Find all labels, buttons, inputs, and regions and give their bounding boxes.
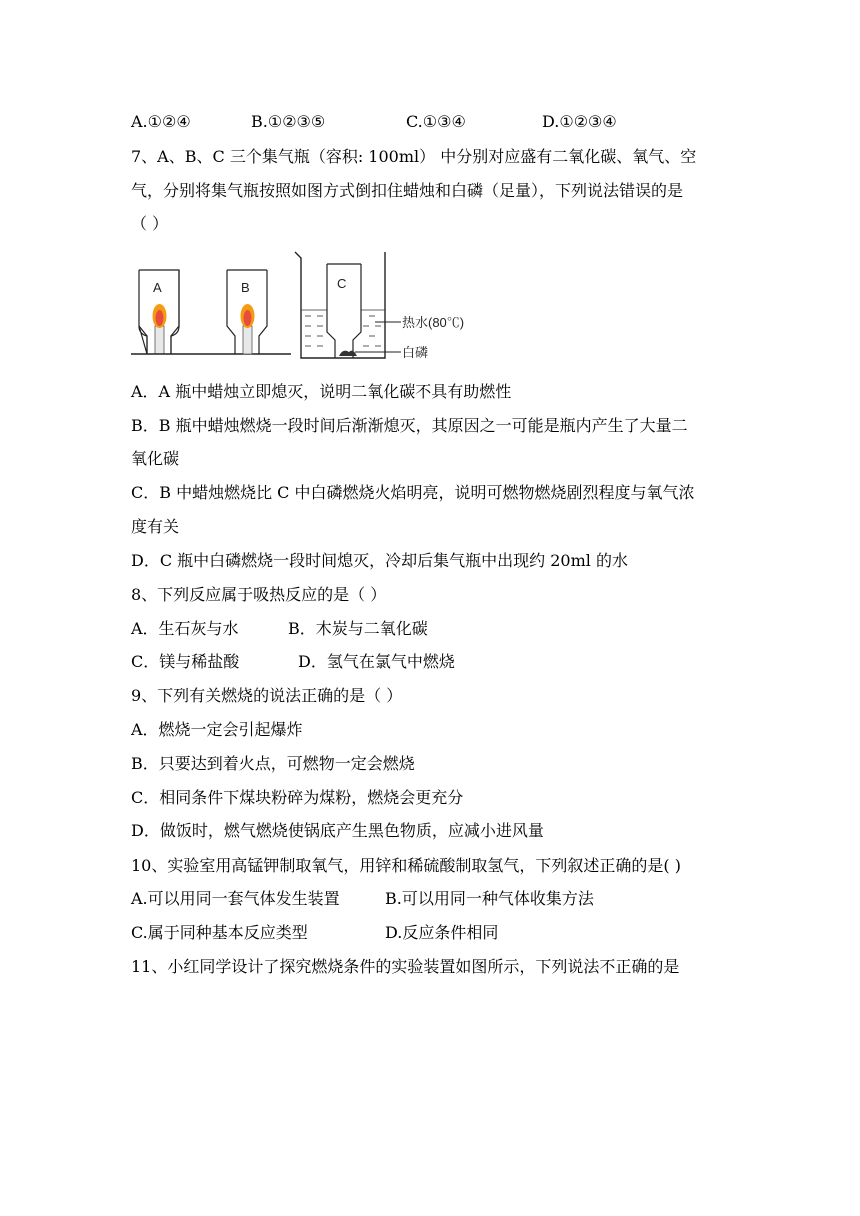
q9-stem: 9、下列有关燃烧的说法正确的是（ ） [131, 686, 403, 705]
label-hot-water: 热水(80℃) [402, 315, 465, 330]
beaker-c [295, 252, 464, 360]
label-b: B [241, 280, 250, 295]
q9-option-a: A．燃烧一定会引起爆炸 [131, 720, 303, 739]
q10-option-a: A.可以用同一套气体发生装置 [131, 889, 340, 908]
q6-option-a: A.①②④ [131, 112, 191, 131]
label-a: A [153, 280, 162, 295]
q10-stem: 10、实验室用高锰钾制取氧气，用锌和稀硫酸制取氢气，下列叙述正确的是( ) [131, 856, 681, 875]
bottle-a [139, 270, 179, 354]
q8-option-b: B．木炭与二氧化碳 [288, 619, 428, 638]
q7-option-c-line2: 度有关 [131, 517, 180, 536]
q10-option-d: D.反应条件相同 [385, 923, 499, 942]
q7-option-d: D．C 瓶中白磷燃烧一段时间熄灭，冷却后集气瓶中出现约 20ml 的水 [131, 551, 628, 570]
q8-option-a: A．生石灰与水 [131, 619, 239, 638]
q9-option-d: D．做饭时，燃气燃烧使锅底产生黑色物质，应减小进风量 [131, 821, 544, 840]
q8-option-d: D．氢气在氯气中燃烧 [298, 652, 455, 671]
q7-stem-line1: 7、A、B、C 三个集气瓶（容积: 100ml） 中分别对应盛有二氧化碳、氧气、空 [131, 147, 697, 166]
white-phosphorus-icon [339, 351, 357, 356]
q11-stem: 11、小红同学设计了探究燃烧条件的实验装置如图所示，下列说法不正确的是 [131, 957, 680, 976]
q7-experiment-figure [131, 248, 491, 366]
q10-option-b: B.可以用同一种气体收集方法 [385, 889, 594, 908]
label-white-phosphorus: 白磷 [402, 345, 429, 360]
bottle-b [227, 270, 267, 354]
q7-option-b-line2: 氧化碳 [131, 449, 180, 468]
q8-stem: 8、下列反应属于吸热反应的是（ ） [131, 585, 387, 604]
q9-option-c: C．相同条件下煤块粉碎为煤粉，燃烧会更充分 [131, 788, 464, 807]
label-c: C [337, 276, 347, 291]
q9-option-b: B．只要达到着火点，可燃物一定会燃烧 [131, 754, 415, 773]
q6-option-d: D.①②③④ [542, 112, 617, 131]
q6-option-b: B.①②③⑤ [251, 112, 326, 131]
candle-b [243, 326, 252, 354]
candle-a [155, 326, 164, 354]
q7-option-b-line1: B．B 瓶中蜡烛燃烧一段时间后渐渐熄灭，其原因之一可能是瓶内产生了大量二 [131, 416, 688, 435]
q10-option-c: C.属于同种基本反应类型 [131, 923, 308, 942]
q6-option-c: C.①③④ [406, 112, 466, 131]
q7-option-c-line1: C．B 中蜡烛燃烧比 C 中白磷燃烧火焰明亮，说明可燃物燃烧剧烈程度与氧气浓 [131, 483, 695, 502]
q7-stem-line2: 气，分别将集气瓶按照如图方式倒扣住蜡烛和白磷（足量），下列说法错误的是 [131, 181, 684, 200]
q8-option-c: C．镁与稀盐酸 [131, 652, 240, 671]
q7-stem-line3: （ ） [131, 214, 169, 233]
q7-option-a: A．A 瓶中蜡烛立即熄灭，说明二氧化碳不具有助燃性 [131, 382, 512, 401]
